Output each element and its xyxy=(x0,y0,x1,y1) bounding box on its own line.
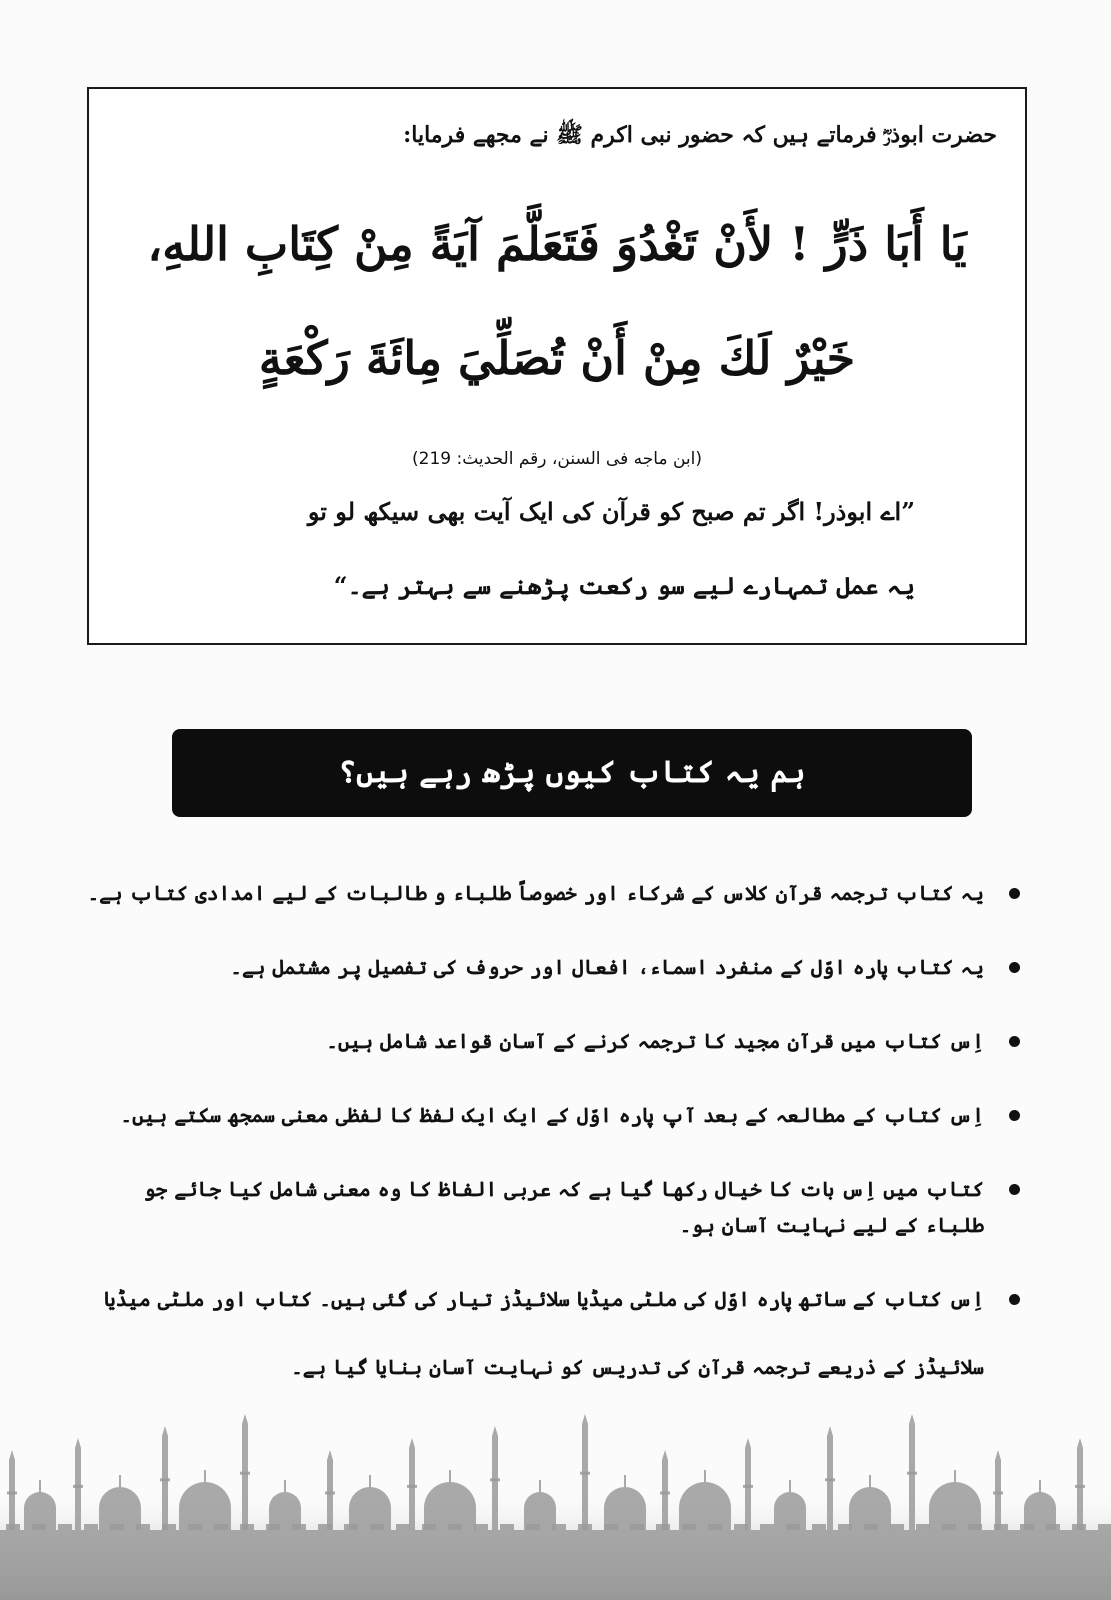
list-item-text: اِس کتاب میں قرآنِ مجید کا ترجمہ کرنے کے آسان قواعد شامل ہیں۔ xyxy=(326,1029,984,1053)
hadith-intro: حضرت ابوذرؓ فرماتے ہیں کہ حضور نبی اکرم ﷺ نے مجھے فرمایا: xyxy=(403,122,997,148)
reasons-list xyxy=(80,875,1026,1439)
list-item xyxy=(80,949,1026,985)
bullet-icon xyxy=(1009,962,1020,973)
list-item-text: کتاب میں اِس بات کا خیال رکھا گیا ہے کہ عربی الفاظ کا وہ معنی شامل کیا جائے جو طلباء کے لیے نہایت آسان ہو۔ xyxy=(143,1177,984,1237)
list-item xyxy=(80,1265,1026,1401)
translation-line-1: ”اے ابوذر! اگر تم صبح کو قرآن کی ایک آیت بھی سیکھ لو تو xyxy=(307,497,915,526)
section-heading-bar xyxy=(172,729,972,817)
section-heading: ہم یہ کتاب کیوں پڑھ رہے ہیں؟ xyxy=(338,755,806,790)
bullet-icon xyxy=(1009,1294,1020,1305)
list-item xyxy=(80,1171,1026,1243)
list-item xyxy=(80,875,1026,911)
bullet-icon xyxy=(1009,1036,1020,1047)
bullet-icon xyxy=(1009,1184,1020,1195)
arabic-hadith-line-1: يَا أَبَا ذَرٍّ ! لأَنْ تَغْدُوَ فَتَعَلَّمَ آيَةً مِنْ كِتَابِ اللهِ، xyxy=(147,217,967,271)
hadith-box xyxy=(87,87,1027,645)
list-item-text: یہ کتاب پارہ اوّل کے منفرد اسماء، افعال اور حروف کی تفصیل پر مشتمل ہے۔ xyxy=(230,955,984,979)
translation-line-2: یہ عمل تمہارے لیے سو رکعت پڑھنے سے بہتر ہے۔“ xyxy=(333,571,915,600)
bullet-icon xyxy=(1009,1110,1020,1121)
list-item-text: یہ کتاب ترجمہ قرآن کلاس کے شرکاء اور خصوصاً طلباء و طالبات کے لیے امدادی کتاب ہے۔ xyxy=(87,881,984,905)
list-item-text: اِس کتاب کے مطالعہ کے بعد آپ پارہ اوّل کے ایک ایک لفظ کا لفظی معنی سمجھ سکتے ہیں۔ xyxy=(120,1103,984,1127)
list-item xyxy=(80,1097,1026,1133)
arabic-hadith-line-2: خَيْرٌ لَكَ مِنْ أَنْ تُصَلِّيَ مِائَةَ رَكْعَةٍ xyxy=(258,331,856,385)
hadith-reference: (ابن ماجه فى السنن، رقم الحديث: 219) xyxy=(412,449,702,469)
list-item xyxy=(80,1023,1026,1059)
bullet-icon xyxy=(1009,888,1020,899)
mosque-skyline-decoration xyxy=(0,1410,1111,1600)
list-item-text: اِس کتاب کے ساتھ پارہ اوّل کی ملٹی میڈیا سلائیڈز تیار کی گئی ہیں۔ کتاب اور ملٹی میڈیا سلائیڈز کے ذریعے ترجمہ قرآن کی تدریس کو نہایت آسان بنایا گیا ہے۔ xyxy=(103,1287,984,1379)
